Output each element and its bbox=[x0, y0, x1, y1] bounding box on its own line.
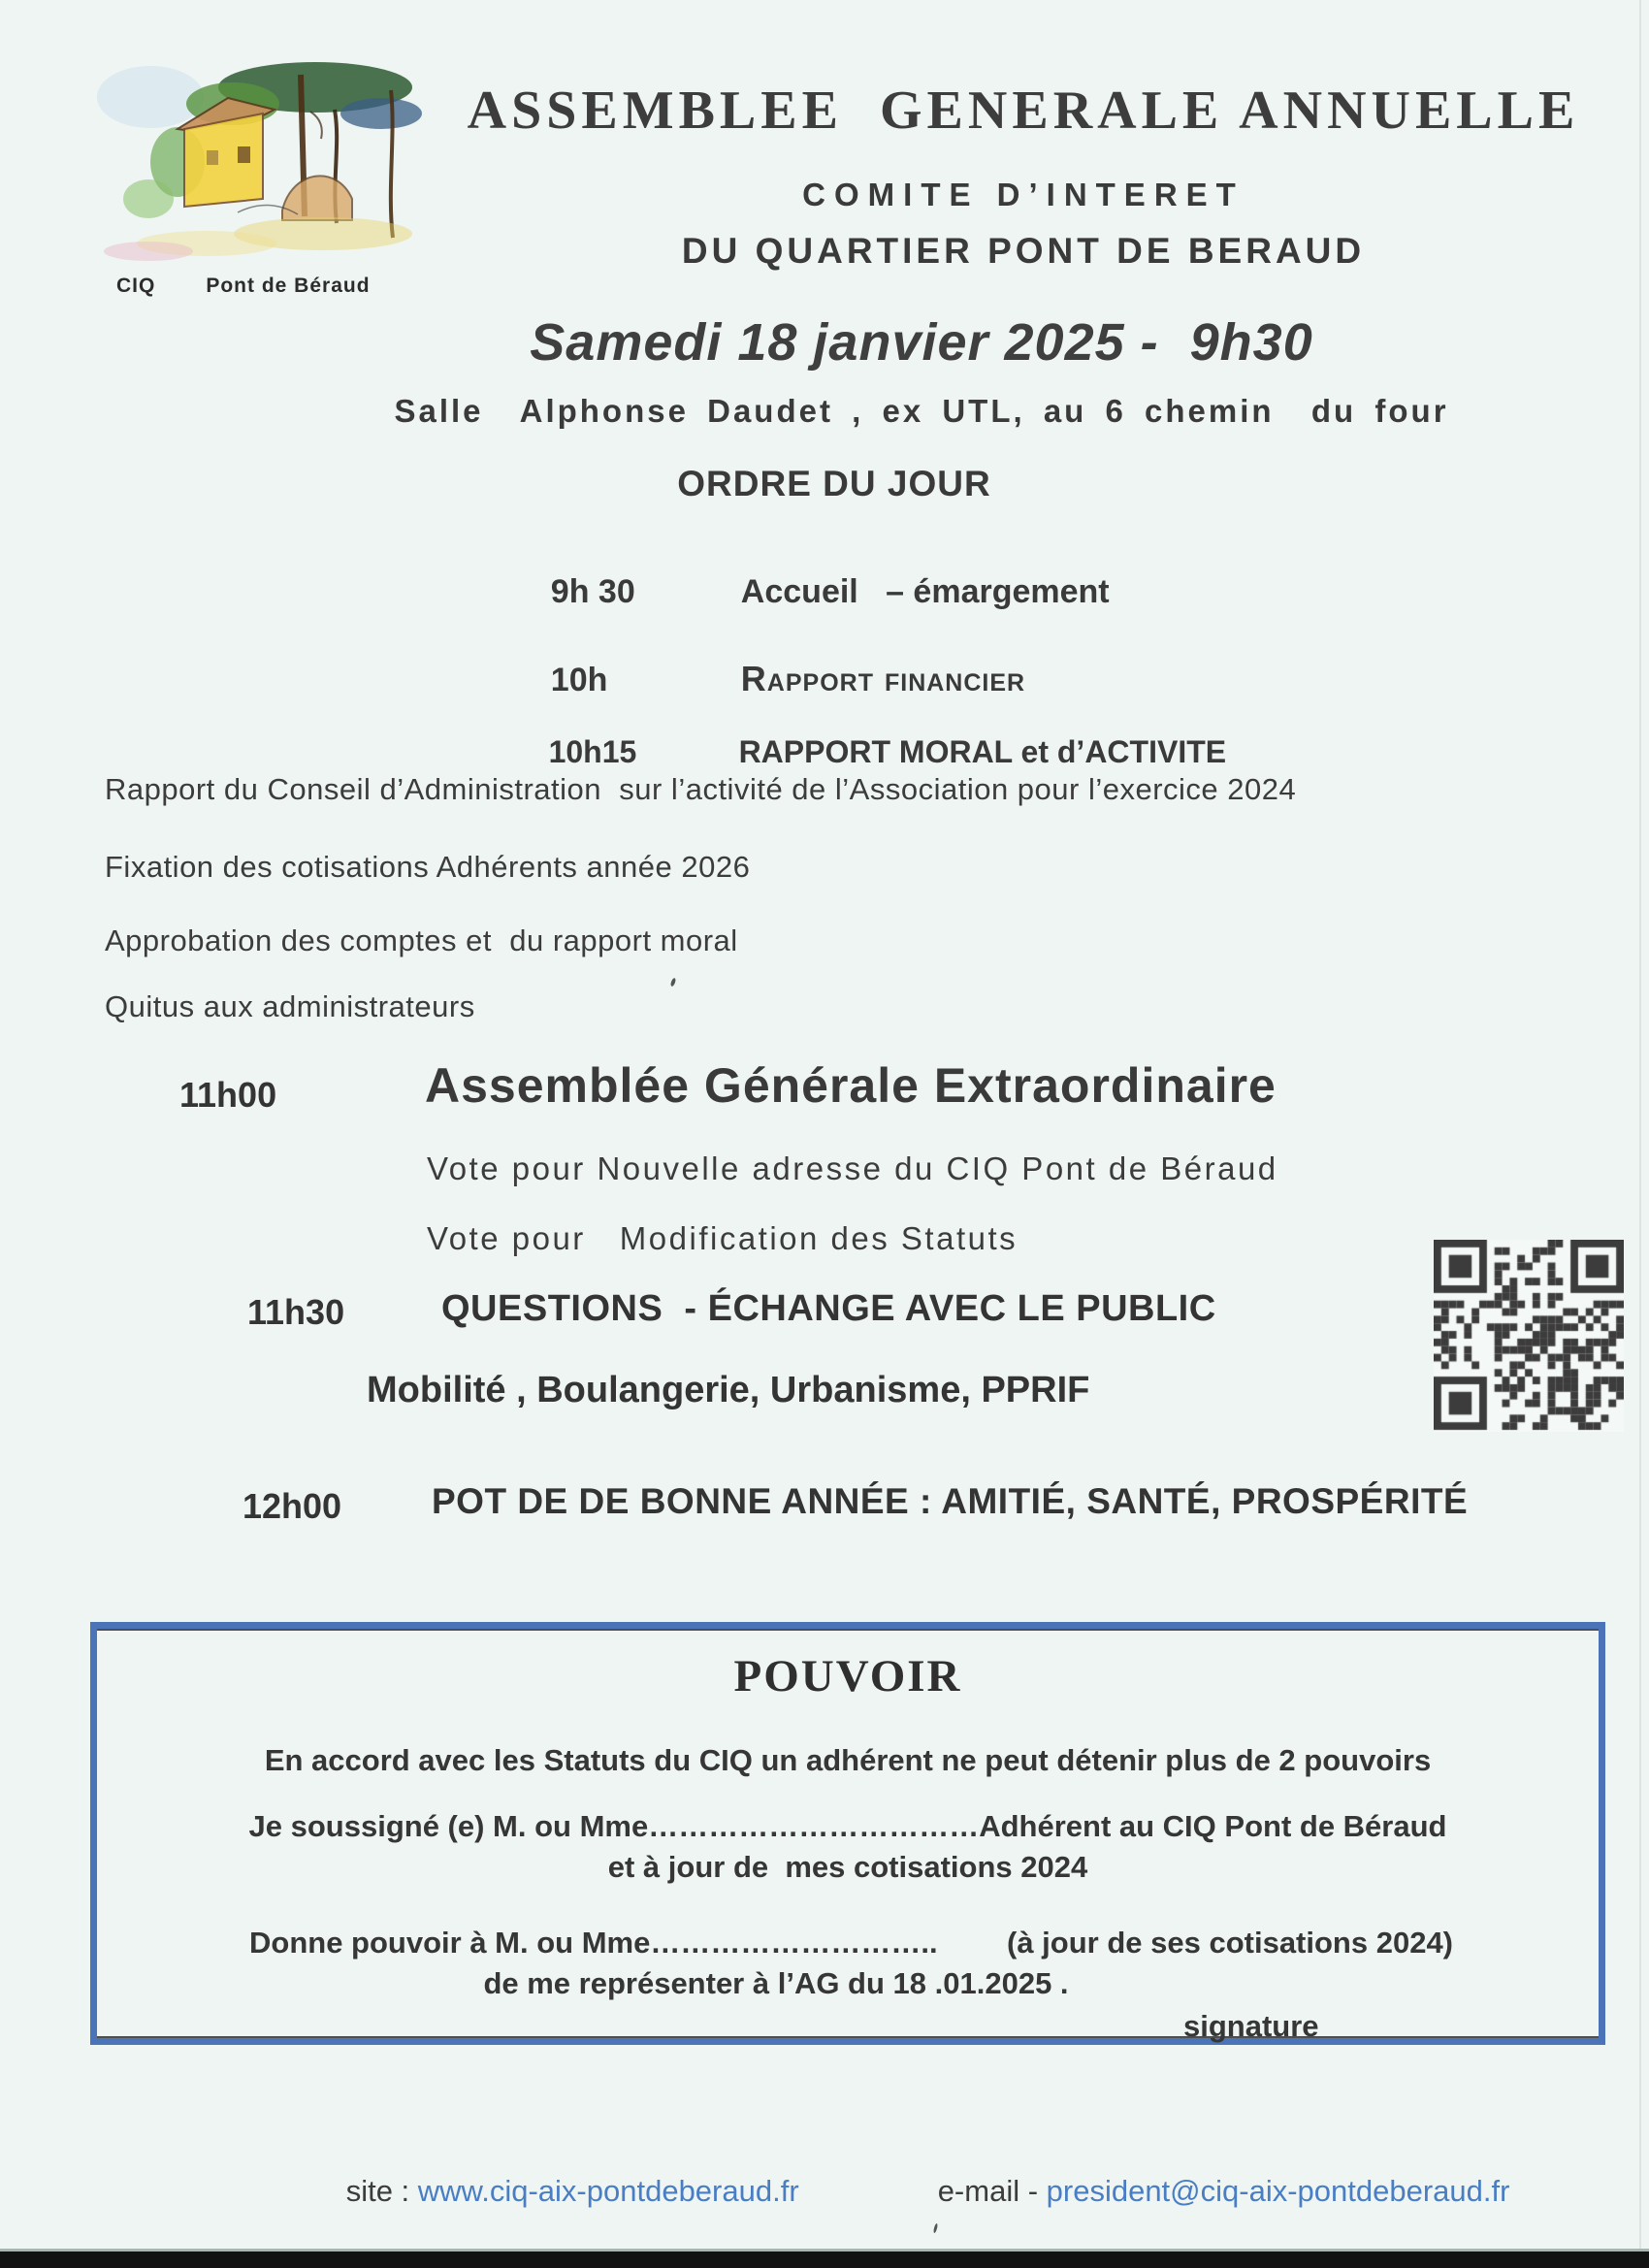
qr-code bbox=[1434, 1240, 1624, 1432]
footer-email-link[interactable]: president@ciq-aix-pontdeberaud.fr bbox=[1046, 2174, 1510, 2208]
agenda-label-rapport-moral: RAPPORT MORAL et d’ACTIVITE bbox=[738, 734, 1227, 769]
agenda-label-rapport-financier: Rapport financier bbox=[740, 659, 1026, 698]
main-title: ASSEMBLEE GENERALE ANNUELLE bbox=[467, 81, 1580, 141]
pouvoir-cotisations-line: et à jour de mes cotisations 2024 bbox=[607, 1850, 1088, 1884]
subtitle-quartier: DU QUARTIER PONT DE BERAUD bbox=[681, 231, 1366, 271]
logo-caption bbox=[116, 275, 371, 298]
pot-time: 12h00 bbox=[242, 1486, 342, 1526]
ink-speck bbox=[670, 978, 677, 988]
pouvoir-title: POUVOIR bbox=[733, 1651, 962, 1701]
date-heading: Samedi 18 janvier 2025 - 9h30 bbox=[530, 313, 1313, 372]
agenda-time-10h15: 10h15 bbox=[548, 734, 637, 769]
pouvoir-box bbox=[90, 1622, 1605, 2045]
pouvoir-rule-line: En accord avec les Statuts du CIQ un adhérent ne peut détenir plus de 2 pouvoirs bbox=[264, 1743, 1432, 1777]
age-time: 11h00 bbox=[179, 1075, 277, 1115]
logo-watercolor-painting bbox=[92, 53, 441, 262]
footer-site-label: site : bbox=[345, 2174, 418, 2208]
footer-site-link[interactable]: www.ciq-aix-pontdeberaud.fr bbox=[417, 2174, 799, 2208]
note-approbation-comptes: Approbation des comptes et du rapport moral bbox=[105, 923, 738, 957]
questions-time: 11h30 bbox=[247, 1292, 345, 1332]
subtitle-comite: COMITE D’INTERET bbox=[802, 177, 1245, 212]
footer-email-label: e-mail - bbox=[937, 2174, 1047, 2208]
pouvoir-signature-label: signature bbox=[1183, 2009, 1319, 2043]
pouvoir-representer-line: de me représenter à l’AG du 18 .01.2025 . bbox=[483, 1966, 1069, 2000]
age-vote-adresse: Vote pour Nouvelle adresse du CIQ Pont de Béraud bbox=[427, 1150, 1278, 1186]
questions-topics: Mobilité , Boulangerie, Urbanisme, PPRIF bbox=[367, 1370, 1090, 1410]
questions-label: QUESTIONS - ÉCHANGE AVEC LE PUBLIC bbox=[441, 1288, 1216, 1329]
note-quitus-administrateurs: Quitus aux administrateurs bbox=[105, 989, 475, 1023]
age-title: Assemblée Générale Extraordinaire bbox=[425, 1058, 1277, 1113]
pouvoir-soussigne-line: Je soussigné (e) M. ou Mme……………………………Adhérent au CIQ Pont de Béraud bbox=[248, 1809, 1447, 1843]
bottom-scan-bar bbox=[0, 2249, 1649, 2268]
note-fixation-cotisations: Fixation des cotisations Adhérents année 2026 bbox=[105, 850, 751, 884]
agenda-heading: ORDRE DU JOUR bbox=[677, 464, 991, 503]
agenda-time-9h30: 9h 30 bbox=[550, 573, 635, 610]
logo-caption-ciq: CIQ bbox=[116, 275, 156, 297]
agenda-label-accueil: Accueil – émargement bbox=[740, 573, 1110, 610]
agenda-time-10h: 10h bbox=[550, 662, 608, 698]
age-vote-statuts: Vote pour Modification des Statuts bbox=[427, 1220, 1018, 1256]
venue-line: Salle Alphonse Daudet , ex UTL, au 6 chemin du four bbox=[394, 393, 1449, 429]
pot-label: POT DE DE BONNE ANNÉE : AMITIÉ, SANTÉ, PROSPÉRITÉ bbox=[432, 1481, 1469, 1521]
pouvoir-ajour-line: (à jour de ses cotisations 2024) bbox=[1007, 1926, 1454, 1960]
scan-edge-line bbox=[1639, 0, 1641, 2251]
pouvoir-donne-line: Donne pouvoir à M. ou Mme……………………….. bbox=[249, 1926, 938, 1960]
logo-caption-place: Pont de Béraud bbox=[206, 275, 371, 297]
note-rapport-conseil: Rapport du Conseil d’Administration sur l’activité de l’Association pour l’exercice 2024 bbox=[105, 772, 1297, 806]
